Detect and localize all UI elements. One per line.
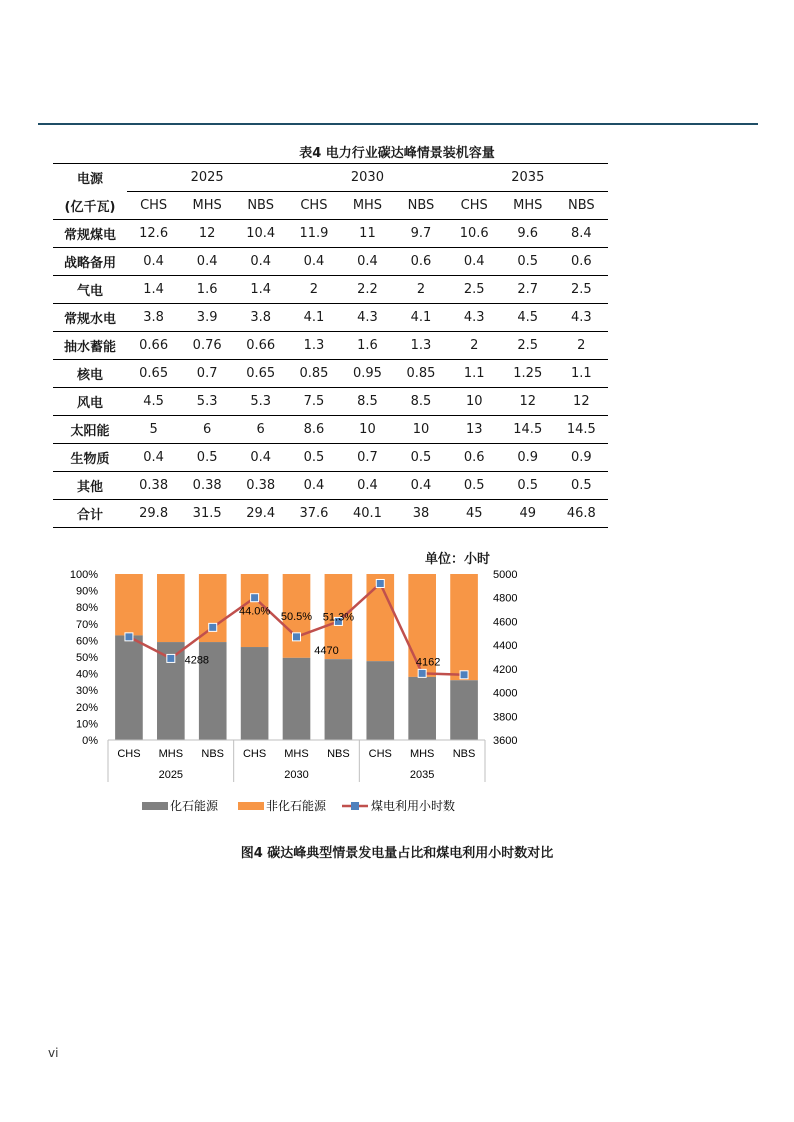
header-scenario: NBS — [234, 192, 287, 220]
table-cell: 12.6 — [127, 220, 180, 248]
table-cell: 45 — [448, 500, 501, 528]
header-scenario: NBS — [555, 192, 608, 220]
coal-hours-marker — [167, 654, 175, 662]
header-scenario: MHS — [341, 192, 395, 220]
row-label: 合计 — [53, 500, 127, 528]
y-left-tick-label: 70% — [75, 618, 98, 631]
y-right-tick-label: 3600 — [493, 735, 518, 747]
table-cell: 0.4 — [234, 444, 287, 472]
table-cell: 37.6 — [287, 500, 340, 528]
x-tick-label: NBS — [327, 748, 350, 760]
table-cell: 0.9 — [555, 444, 608, 472]
row-label: 其他 — [53, 472, 127, 500]
table-cell: 31.5 — [180, 500, 234, 528]
header-scenario: MHS — [501, 192, 555, 220]
bar-fossil — [283, 658, 311, 740]
table-cell: 0.38 — [234, 472, 287, 500]
row-label: 常规水电 — [53, 304, 127, 332]
x-group-label: 2025 — [158, 769, 184, 781]
table-cell: 0.9 — [501, 444, 555, 472]
header-year-2025: 2025 — [127, 164, 287, 192]
table-cell: 3.8 — [127, 304, 180, 332]
coal-hours-marker — [376, 579, 384, 587]
table-cell: 0.5 — [555, 472, 608, 500]
table-cell: 10.4 — [234, 220, 287, 248]
bar-fossil — [450, 680, 478, 740]
table-cell: 12 — [180, 220, 234, 248]
table-cell: 0.4 — [127, 248, 180, 276]
row-label: 核电 — [53, 360, 127, 388]
table-cell: 2 — [287, 276, 340, 304]
header-scenario: NBS — [394, 192, 447, 220]
y-right-tick-label: 4200 — [493, 663, 518, 676]
table-cell: 10.6 — [448, 220, 501, 248]
row-label: 气电 — [53, 276, 127, 304]
y-left-tick-label: 20% — [75, 701, 98, 714]
table-cell: 14.5 — [555, 416, 608, 444]
legend-marker-coal — [351, 802, 359, 810]
table-cell: 1.4 — [234, 276, 287, 304]
table-cell: 6 — [180, 416, 234, 444]
y-right-tick-label: 4400 — [493, 640, 518, 653]
table-row — [53, 416, 608, 444]
table-cell: 2.7 — [501, 276, 555, 304]
bar-non-fossil — [157, 574, 185, 642]
y-left-tick-label: 80% — [75, 602, 98, 615]
table-cell: 0.85 — [287, 360, 340, 388]
table-cell: 0.4 — [341, 248, 395, 276]
table-cell: 0.5 — [394, 444, 447, 472]
table-header-scenarios — [53, 192, 608, 220]
table-cell: 2 — [394, 276, 447, 304]
y-right-tick-label: 4000 — [493, 687, 518, 700]
table-cell: 2.5 — [555, 276, 608, 304]
table-cell: 0.4 — [234, 248, 287, 276]
table-cell: 0.65 — [127, 360, 180, 388]
table-cell: 29.4 — [234, 500, 287, 528]
bar-fossil — [408, 677, 436, 740]
table-cell: 1.6 — [180, 276, 234, 304]
table-cell: 0.4 — [394, 472, 447, 500]
header-scenario: CHS — [448, 192, 501, 220]
table-row — [53, 276, 608, 304]
x-tick-label: CHS — [117, 748, 141, 760]
row-label: 生物质 — [53, 444, 127, 472]
legend-label-coal: 煤电利用小时数 — [371, 799, 456, 813]
table-cell: 0.4 — [127, 444, 180, 472]
table-cell: 0.38 — [180, 472, 234, 500]
x-group-label: 2035 — [409, 769, 435, 781]
bar-fossil — [115, 635, 143, 740]
legend-label-fossil: 化石能源 — [170, 799, 219, 813]
x-tick-label: CHS — [242, 748, 267, 760]
y-right-tick-label: 4600 — [493, 616, 518, 629]
table-cell: 0.66 — [127, 332, 180, 360]
table-cell: 0.76 — [180, 332, 234, 360]
table-cell: 2.5 — [501, 332, 555, 360]
coal-hours-marker — [209, 623, 217, 631]
table-cell: 0.95 — [341, 360, 395, 388]
table-cell: 49 — [501, 500, 555, 528]
y-left-tick-label: 50% — [75, 652, 98, 664]
data-label: 4470 — [314, 644, 339, 657]
bar-non-fossil — [115, 574, 143, 635]
table-cell: 11.9 — [287, 220, 340, 248]
coal-hours-marker — [418, 669, 426, 677]
table-cell: 10 — [448, 388, 501, 416]
table-cell: 0.4 — [287, 248, 340, 276]
y-right-tick-label: 4800 — [493, 592, 518, 605]
table-body — [53, 220, 608, 528]
table-cell: 0.5 — [287, 444, 340, 472]
row-label: 风电 — [53, 388, 127, 416]
generation-share-chart — [60, 565, 518, 830]
table-cell: 8.4 — [555, 220, 608, 248]
y-left-tick-label: 60% — [75, 635, 98, 648]
page-number: vi — [48, 1046, 59, 1060]
table-cell: 1.4 — [127, 276, 180, 304]
table-cell: 0.7 — [341, 444, 395, 472]
table-cell: 1.1 — [448, 360, 501, 388]
table-cell: 1.25 — [501, 360, 555, 388]
table-cell: 0.4 — [180, 248, 234, 276]
table-cell: 3.8 — [234, 304, 287, 332]
table-cell: 0.65 — [234, 360, 287, 388]
y-left-tick-label: 0% — [82, 735, 98, 747]
y-right-tick-label: 3800 — [493, 711, 518, 724]
x-tick-label: CHS — [368, 748, 392, 760]
table-cell: 11 — [341, 220, 395, 248]
y-right-tick-label: 5000 — [493, 569, 518, 581]
table-cell: 4.5 — [501, 304, 555, 332]
capacity-table — [53, 163, 608, 528]
header-year-2030: 2030 — [287, 164, 447, 192]
x-tick-label: NBS — [452, 748, 476, 760]
figure-caption: 图4 碳达峰典型情景发电量占比和煤电利用小时数对比 — [240, 846, 554, 861]
table-cell: 4.5 — [127, 388, 180, 416]
data-label: 50.5% — [280, 610, 313, 623]
table-row — [53, 360, 608, 388]
data-label: 51.3% — [322, 611, 354, 624]
y-left-tick-label: 40% — [75, 668, 98, 681]
header-unit: (亿千瓦) — [53, 192, 127, 220]
table-row — [53, 444, 608, 472]
legend-label-non-fossil: 非化石能源 — [266, 799, 327, 813]
x-tick-label: NBS — [201, 748, 225, 760]
table-cell: 4.3 — [341, 304, 395, 332]
table-cell: 4.1 — [287, 304, 340, 332]
table-row — [53, 248, 608, 276]
table-cell: 40.1 — [341, 500, 395, 528]
table-cell: 0.4 — [287, 472, 340, 500]
table-cell: 9.7 — [394, 220, 447, 248]
table-cell: 12 — [555, 388, 608, 416]
table-cell: 2 — [555, 332, 608, 360]
data-label: 44.0% — [239, 605, 271, 618]
top-rule — [38, 123, 758, 125]
header-source: 电源 — [53, 164, 127, 192]
table-cell: 29.8 — [127, 500, 180, 528]
table-cell: 46.8 — [555, 500, 608, 528]
table-cell: 2.2 — [341, 276, 395, 304]
table-cell: 8.5 — [394, 388, 447, 416]
y-left-tick-label: 30% — [75, 685, 98, 698]
table-cell: 14.5 — [501, 416, 555, 444]
data-label: 4162 — [415, 656, 441, 669]
table-cell: 0.6 — [555, 248, 608, 276]
row-label: 战略备用 — [53, 248, 127, 276]
x-tick-label: MHS — [158, 748, 184, 760]
table-row — [53, 472, 608, 500]
table-cell: 0.4 — [448, 248, 501, 276]
table-cell: 0.7 — [180, 360, 234, 388]
table-cell: 10 — [341, 416, 395, 444]
header-scenario: CHS — [127, 192, 180, 220]
y-left-tick-label: 10% — [75, 718, 98, 731]
table-cell: 0.5 — [448, 472, 501, 500]
table-cell: 1.6 — [341, 332, 395, 360]
table-cell: 6 — [234, 416, 287, 444]
bar-fossil — [325, 659, 353, 740]
table-cell: 0.5 — [501, 248, 555, 276]
table-cell: 0.5 — [501, 472, 555, 500]
table-cell: 4.3 — [555, 304, 608, 332]
table-cell: 1.3 — [287, 332, 340, 360]
coal-hours-marker — [125, 633, 133, 641]
table-cell: 4.3 — [448, 304, 501, 332]
table-row — [53, 388, 608, 416]
table-row — [53, 500, 608, 528]
bar-non-fossil — [450, 574, 478, 680]
header-scenario: MHS — [180, 192, 234, 220]
table-row — [53, 304, 608, 332]
x-group-label: 2030 — [284, 769, 309, 781]
legend-swatch-non-fossil — [238, 802, 264, 810]
data-label: 4288 — [184, 654, 210, 667]
table-cell: 0.5 — [180, 444, 234, 472]
table-caption: 表4 电力行业碳达峰情景装机容量 — [299, 146, 495, 161]
table-cell: 0.6 — [394, 248, 447, 276]
x-tick-label: MHS — [409, 748, 435, 760]
table-row — [53, 332, 608, 360]
table-cell: 1.1 — [555, 360, 608, 388]
table-cell: 0.66 — [234, 332, 287, 360]
coal-hours-marker — [251, 594, 259, 602]
table-cell: 13 — [448, 416, 501, 444]
header-year-2035: 2035 — [448, 164, 608, 192]
table-cell: 1.3 — [394, 332, 447, 360]
y-left-tick-label: 90% — [75, 585, 98, 598]
row-label: 太阳能 — [53, 416, 127, 444]
row-label: 抽水蓄能 — [53, 332, 127, 360]
table-cell: 2 — [448, 332, 501, 360]
table-row — [53, 220, 608, 248]
table-cell: 0.4 — [341, 472, 395, 500]
table-cell: 5 — [127, 416, 180, 444]
table-cell: 0.38 — [127, 472, 180, 500]
table-cell: 2.5 — [448, 276, 501, 304]
legend-swatch-fossil — [142, 802, 168, 810]
table-cell: 5.3 — [234, 388, 287, 416]
table-header-years — [53, 164, 608, 192]
table-cell: 7.5 — [287, 388, 340, 416]
table-cell: 3.9 — [180, 304, 234, 332]
table-cell: 10 — [394, 416, 447, 444]
table-cell: 0.85 — [394, 360, 447, 388]
table-cell: 8.6 — [287, 416, 340, 444]
y-left-tick-label: 100% — [69, 569, 98, 581]
table-cell: 38 — [394, 500, 447, 528]
table-cell: 4.1 — [394, 304, 447, 332]
header-scenario: CHS — [287, 192, 340, 220]
table-cell: 8.5 — [341, 388, 395, 416]
coal-hours-marker — [460, 671, 468, 679]
bar-fossil — [366, 661, 394, 740]
bar-fossil — [241, 647, 269, 740]
table-cell: 12 — [501, 388, 555, 416]
table-cell: 0.6 — [448, 444, 501, 472]
row-label: 常规煤电 — [53, 220, 127, 248]
chart-unit-label: 单位：小时 — [425, 552, 491, 567]
table-cell: 5.3 — [180, 388, 234, 416]
coal-hours-marker — [293, 633, 301, 641]
table-cell: 9.6 — [501, 220, 555, 248]
x-tick-label: MHS — [284, 748, 309, 760]
